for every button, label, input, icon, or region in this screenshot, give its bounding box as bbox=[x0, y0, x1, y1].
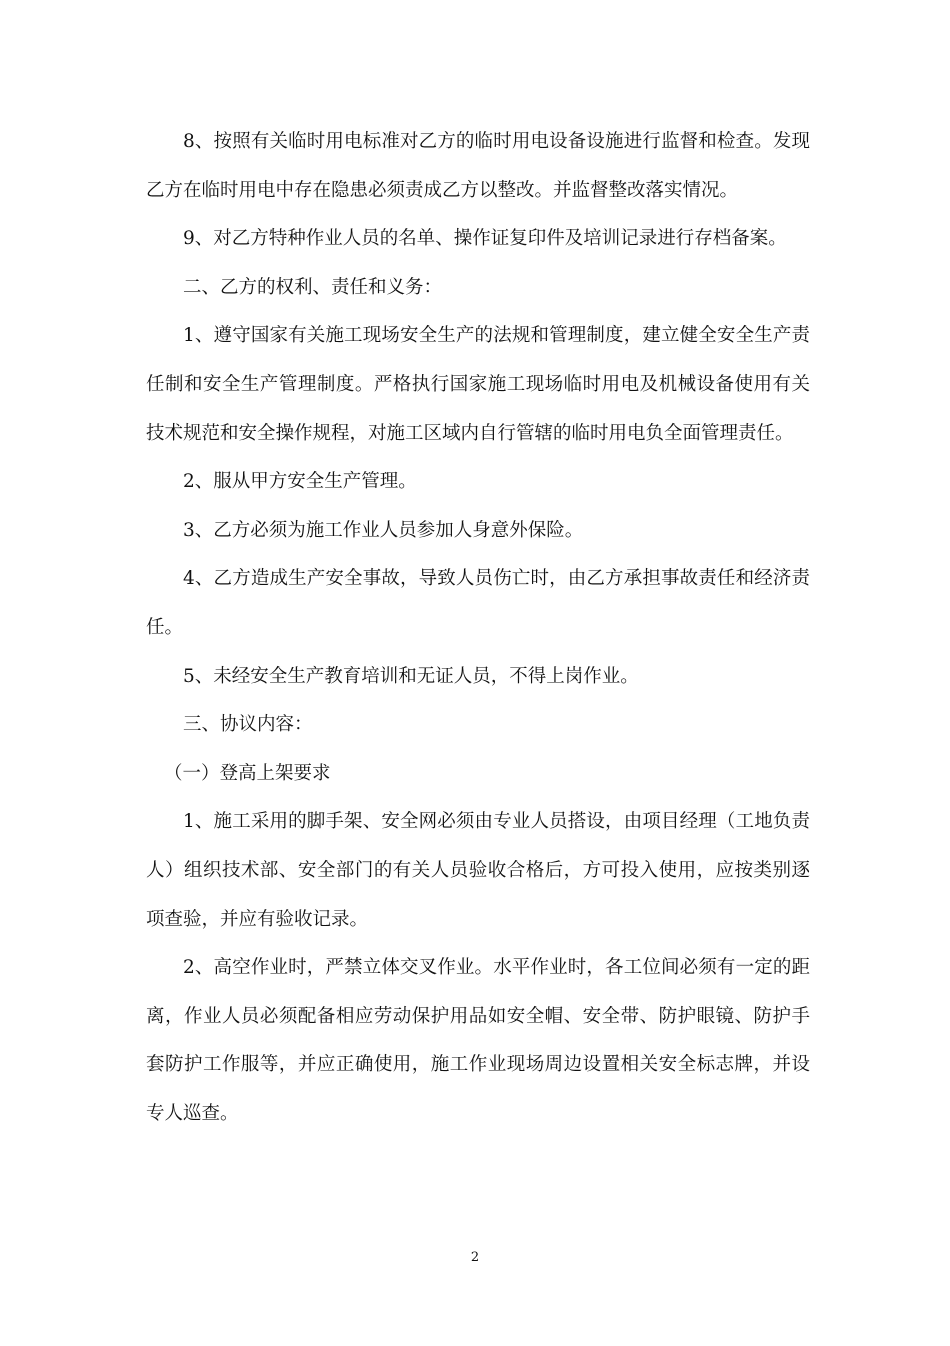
section-heading-agreement: 三、协议内容： bbox=[183, 714, 313, 736]
subsection-heading-climbing: （一）登高上架要求 bbox=[164, 762, 331, 784]
paragraph-item-9: 9、对乙方特种作业人员的名单、操作证复印件及培训记录进行存档备案。 bbox=[183, 228, 787, 250]
page-number: 2 bbox=[470, 1250, 480, 1265]
document-body bbox=[146, 118, 810, 1138]
paragraph-item-3: 3、乙方必须为施工作业人员参加人身意外保险。 bbox=[183, 519, 584, 541]
paragraph-item-2: 2、服从甲方安全生产管理。 bbox=[183, 471, 417, 493]
paragraph-climbing-2: 2、高空作业时，严禁立体交叉作业。水平作业时，各工位间必须有一定的距离，作业人员必须配备相应劳动保护用品如安全帽、安全带、防护眼镜、防护手套防护工作服等，并应正确使用，施工作业现场周边设置相关安全标志牌，并设专人巡查。 bbox=[146, 957, 810, 1124]
paragraph-item-5: 5、未经安全生产教育培训和无证人员，不得上岗作业。 bbox=[183, 665, 639, 687]
paragraph-climbing-1: 1、施工采用的脚手架、安全网必须由专业人员搭设，由项目经理（工地负责人）组织技术部、安全部门的有关人员验收合格后，方可投入使用，应按类别逐项查验，并应有验收记录。 bbox=[146, 811, 810, 930]
paragraph-item-8: 8、按照有关临时用电标准对乙方的临时用电设备设施进行监督和检查。发现乙方在临时用电中存在隐患必须责成乙方以整改。并监督整改落实情况。 bbox=[146, 131, 810, 201]
paragraph-item-1: 1、遵守国家有关施工现场安全生产的法规和管理制度，建立健全安全生产责任制和安全生产管理制度。严格执行国家施工现场临时用电及机械设备使用有关技术规范和安全操作规程，对施工区域内自行管辖的临时用电负全面管理责任。 bbox=[146, 325, 810, 444]
paragraph-item-4: 4、乙方造成生产安全事故，导致人员伤亡时，由乙方承担事故责任和经济责任。 bbox=[146, 568, 810, 638]
section-heading-party-b: 二、乙方的权利、责任和义务： bbox=[183, 276, 443, 298]
